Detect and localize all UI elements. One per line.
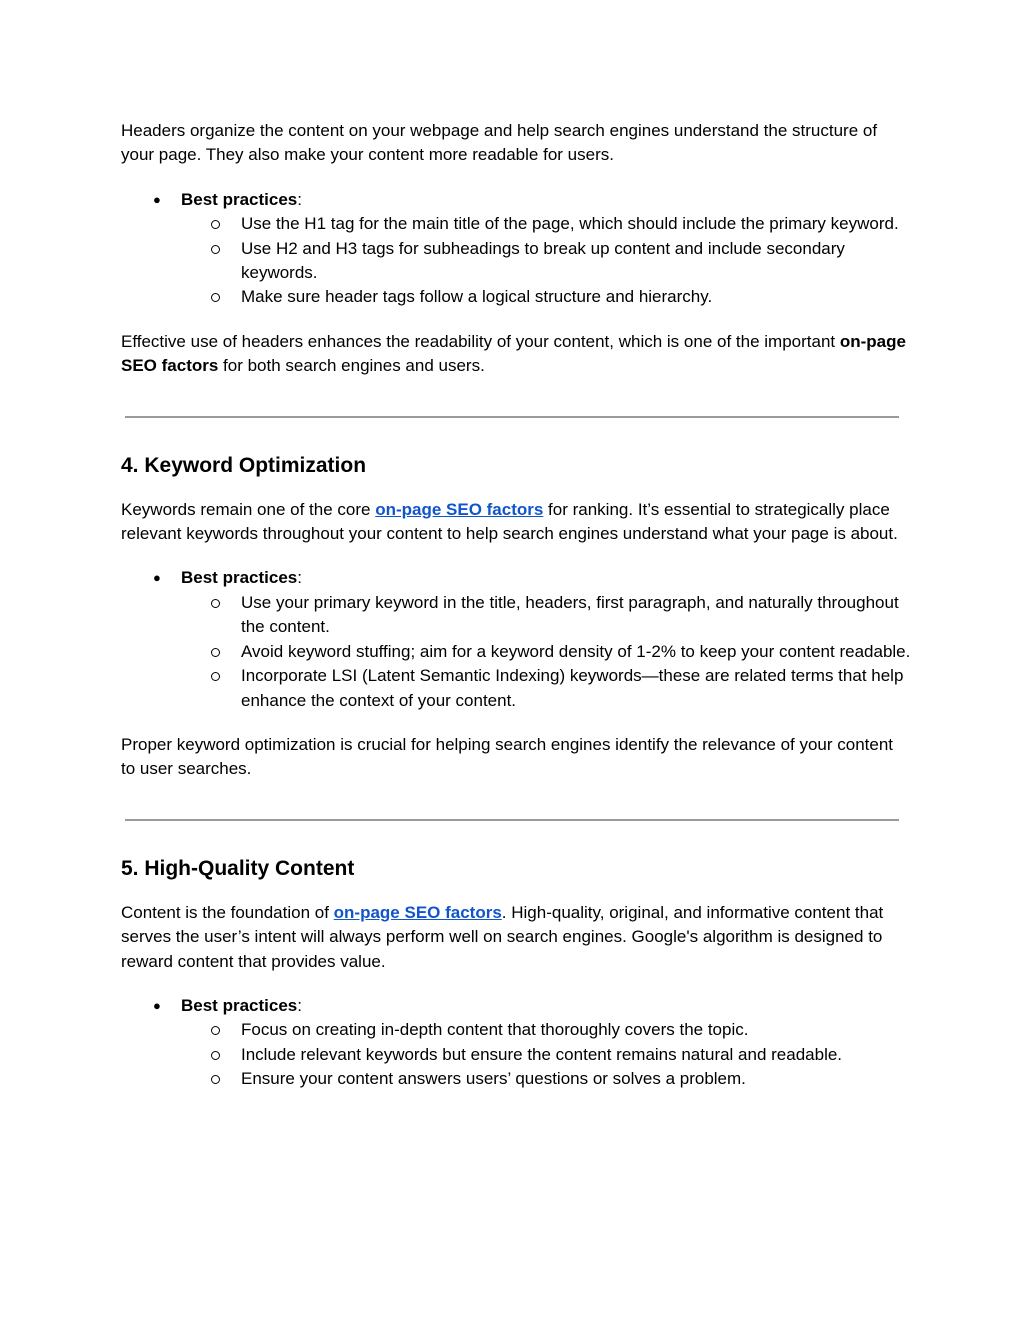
document-page [121,119,911,1092]
intro-closing-paragraph [121,330,911,379]
list-item-text: Focus on creating in-depth content that thoroughly covers the topic. [241,1020,749,1040]
paragraph-text: Keywords remain one of the core [121,499,376,519]
list-item [121,591,911,640]
list-item [121,237,911,286]
list-item-text: Ensure your content answers users’ questions or solves a problem. [241,1069,746,1089]
bullet-icon: ● [153,570,161,586]
circle-bullet-icon [211,245,220,254]
bullet-icon: ● [153,191,161,207]
list-item-text: Use your primary keyword in the title, headers, first paragraph, and naturally throughout the content. [241,592,899,637]
seo-factors-link[interactable]: on-page SEO factors [375,499,544,519]
section4-best-practices-list [121,566,911,712]
list-item [121,640,911,664]
intro-paragraph: Headers organize the content on your webpage and help search engines understand the structure of your page. They also make your content more readable for users. [121,121,878,165]
closing-bold-text: on-page SEO factors [121,331,906,376]
section-heading: 5. High-Quality Content [121,856,355,880]
circle-bullet-icon [211,599,220,608]
best-practices-label: Best practices [181,189,298,209]
list-item-text: Use H2 and H3 tags for subheadings to break up content and include secondary keywords. [241,238,845,283]
closing-text: Effective use of headers enhances the readability of your content, which is one of the important [121,331,840,351]
section5-sub-list [121,1018,911,1091]
circle-bullet-icon [211,648,220,657]
divider [125,819,899,821]
best-practices-label: Best practices [181,568,298,588]
colon: : [297,995,302,1015]
section4-closing-paragraph: Proper keyword optimization is crucial for helping search engines identify the relevance of your content to user searches. [121,734,894,779]
list-item [121,285,911,309]
list-item [121,1067,911,1091]
list-item-text: Include relevant keywords but ensure the content remains natural and readable. [241,1044,843,1064]
best-practices-label: Best practices [181,995,298,1015]
list-item [121,188,911,310]
list-item [121,1018,911,1042]
bullet-icon: ● [153,997,161,1013]
section5-paragraph [121,901,911,974]
list-item-text: Make sure header tags follow a logical structure and hierarchy. [241,287,713,307]
section5-best-practices-list [121,994,911,1092]
paragraph-text-end: for ranking. It’s essential to strategically place relevant keywords throughout your content to help search engines understand what your page is about. [121,499,898,544]
section4-paragraph [121,498,911,547]
list-item [121,566,911,712]
section4-sub-list [121,591,911,713]
intro-best-practices-list [121,188,911,310]
circle-bullet-icon [211,1051,220,1060]
list-item [121,664,911,713]
section-heading: 4. Keyword Optimization [121,453,367,477]
list-item-text: Use the H1 tag for the main title of the page, which should include the primary keyword. [241,214,899,234]
list-item [121,1043,911,1067]
divider [125,416,899,418]
list-item [121,212,911,236]
colon: : [297,568,302,588]
list-item-text: Avoid keyword stuffing; aim for a keyword density of 1-2% to keep your content readable. [241,641,911,661]
paragraph-text-end: . High-quality, original, and informative content that serves the user’s intent will always perform well on search engines. Google's algorithm is designed to reward content that provides value. [121,902,884,971]
intro-sub-list [121,212,911,310]
seo-factors-link[interactable]: on-page SEO factors [333,902,502,922]
colon: : [297,189,302,209]
list-item-text: Incorporate LSI (Latent Semantic Indexing) keywords—these are related terms that help enhance the context of your content. [241,666,904,710]
paragraph-text: Content is the foundation of [121,902,334,922]
list-item [121,994,911,1092]
closing-text-end: for both search engines and users. [218,356,485,376]
